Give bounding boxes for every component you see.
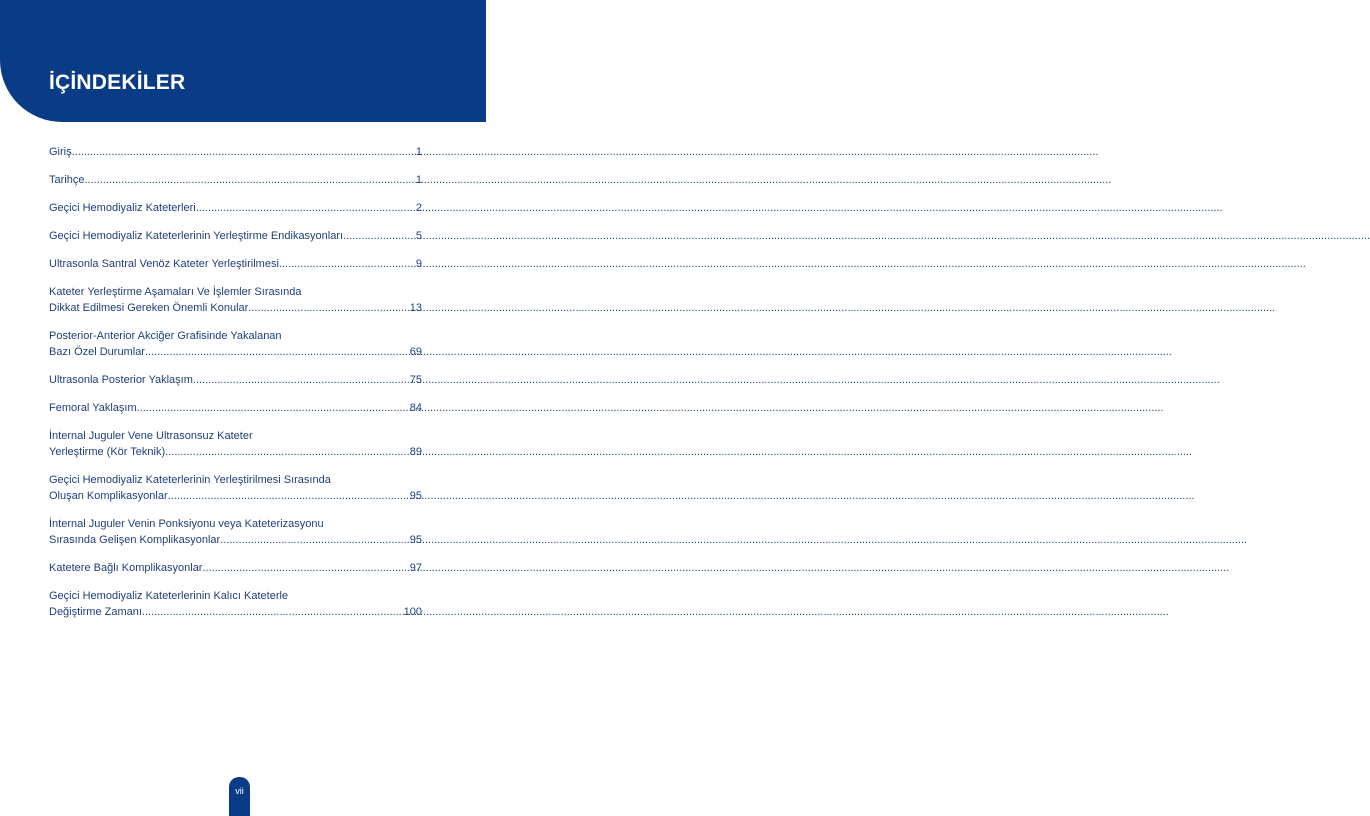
- toc-dot-leader: [196, 200, 415, 216]
- toc-entry-title-line: Geçici Hemodiyaliz Kateterlerinin Kalıcı Kateterle: [49, 590, 289, 602]
- toc-entry[interactable]: [49, 472, 422, 504]
- toc-dot-leader: [168, 488, 409, 504]
- toc-entry-row: [49, 200, 422, 216]
- toc-page-number: 2: [415, 202, 422, 214]
- toc-entry[interactable]: [49, 228, 422, 244]
- toc-dot-leader: [248, 300, 408, 316]
- toc-entry-row: [49, 256, 422, 272]
- toc-entry-row: [49, 228, 422, 244]
- toc-dot-leader: [145, 344, 409, 360]
- toc-entry-title: Katetere Bağlı Komplikasyonlar: [49, 562, 203, 574]
- toc-dot-leader: [193, 372, 409, 388]
- toc-page-number: 5: [415, 230, 422, 242]
- toc-dot-leader: [202, 560, 408, 576]
- page-number-tab: [229, 777, 250, 816]
- toc-entry-row: [49, 444, 422, 460]
- toc-entry-row: [49, 560, 422, 576]
- toc-entry-row: [49, 344, 422, 360]
- toc-page-number: 1: [415, 146, 422, 158]
- toc-entry-title: Femoral Yaklaşım: [49, 402, 137, 414]
- toc-entry[interactable]: [49, 144, 422, 160]
- toc-entry[interactable]: [49, 328, 422, 360]
- toc-entry-title: Ultrasonla Santral Venöz Kateter Yerleştirilmesi: [49, 258, 279, 270]
- toc-page-number: 100: [403, 606, 422, 618]
- toc-entry-row: [49, 372, 422, 388]
- toc-entry[interactable]: [49, 588, 422, 620]
- toc-page-number: 95: [409, 534, 422, 546]
- toc-dot-leader: [279, 256, 415, 272]
- toc-entry-title: Giriş: [49, 146, 72, 158]
- toc-entry-title-line: Geçici Hemodiyaliz Kateterlerinin Yerleştirilmesi Sırasında: [49, 474, 331, 486]
- toc-entry[interactable]: [49, 400, 422, 416]
- toc-dot-leader: [165, 444, 409, 460]
- toc-entry-title: Yerleştirme (Kör Teknik): [49, 446, 166, 458]
- toc-entry-title-line: İnternal Juguler Vene Ultrasonsuz Kateter: [49, 430, 253, 442]
- toc-page-number: 9: [415, 258, 422, 270]
- toc-page-number: 89: [409, 446, 422, 458]
- toc-page-number: 75: [409, 374, 422, 386]
- toc-page-number: 13: [409, 302, 422, 314]
- page-number: vii: [235, 786, 244, 796]
- toc-entry-title-line: Kateter Yerleştirme Aşamaları Ve İşlemler Sırasında: [49, 286, 302, 298]
- toc-entry[interactable]: [49, 428, 422, 460]
- toc-entry[interactable]: [49, 256, 422, 272]
- toc-entry-row: [49, 300, 422, 316]
- toc-entry-row: [49, 604, 422, 620]
- toc-dot-leader: [72, 144, 415, 160]
- toc-entry[interactable]: [49, 284, 422, 316]
- toc-dot-leader: [84, 172, 414, 188]
- toc-dot-leader: [142, 604, 403, 620]
- toc-entry-title-line: Posterior-Anterior Akciğer Grafisinde Yakalanan: [49, 330, 282, 342]
- toc-entry-title-line: İnternal Juguler Venin Ponksiyonu veya Kateterizasyonu: [49, 518, 324, 530]
- toc-dot-leader: [220, 532, 409, 548]
- header-banner: [0, 0, 486, 122]
- toc-page-number: 95: [409, 490, 422, 502]
- toc-entry[interactable]: [49, 560, 422, 576]
- toc-page-number: 84: [409, 402, 422, 414]
- toc-entry-row: [49, 400, 422, 416]
- page-title: İÇİNDEKİLER: [49, 71, 186, 94]
- toc-page-number: 97: [409, 562, 422, 574]
- toc-entry[interactable]: [49, 372, 422, 388]
- toc-dot-leader: [137, 400, 409, 416]
- toc-entry-title: Geçici Hemodiyaliz Kateterlerinin Yerleştirme Endikasyonları: [49, 230, 344, 242]
- toc-entry-title: Değiştirme Zamanı: [49, 606, 142, 618]
- toc-entry-row: [49, 172, 422, 188]
- toc-entry-title: Oluşan Komplikasyonlar: [49, 490, 168, 502]
- toc-entry-title: Geçici Hemodiyaliz Kateterleri: [49, 202, 196, 214]
- toc-entry[interactable]: [49, 200, 422, 216]
- toc-entry-title: Sırasında Gelişen Komplikasyonlar: [49, 534, 221, 546]
- toc-page-number: 69: [409, 346, 422, 358]
- toc-dot-leader: [343, 228, 415, 244]
- toc-entry-title: Tarihçe: [49, 174, 85, 186]
- toc-entry-row: [49, 488, 422, 504]
- toc-entry[interactable]: [49, 172, 422, 188]
- toc-entry-title: Ultrasonla Posterior Yaklaşım: [49, 374, 193, 386]
- table-of-contents: [49, 144, 422, 632]
- toc-entry-row: [49, 144, 422, 160]
- toc-page-number: 1: [415, 174, 422, 186]
- toc-entry-title: Dikkat Edilmesi Gereken Önemli Konular: [49, 302, 249, 314]
- toc-entry-title: Bazı Özel Durumlar: [49, 346, 145, 358]
- toc-entry[interactable]: [49, 516, 422, 548]
- toc-entry-row: [49, 532, 422, 548]
